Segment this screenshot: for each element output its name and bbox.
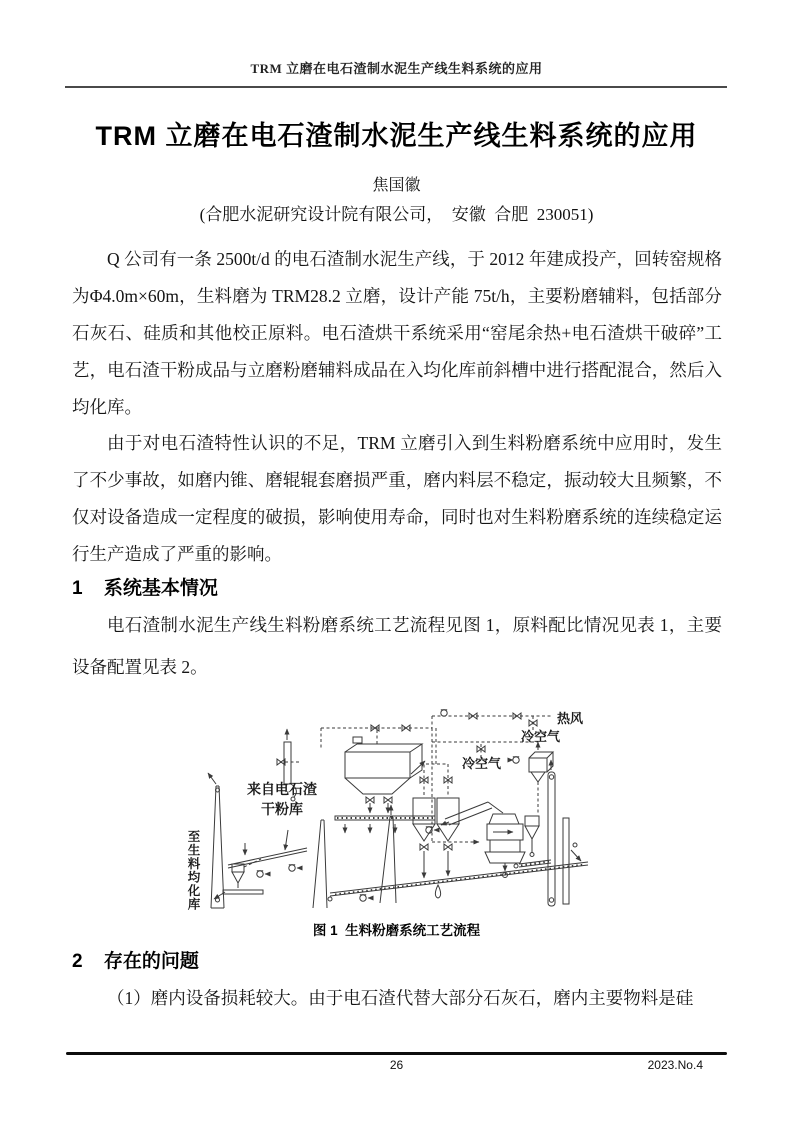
- figure-1: [185, 702, 625, 920]
- header-rule: [65, 86, 727, 88]
- footer-rule: [66, 1052, 727, 1055]
- cold-air-upper-label: 冷空气: [521, 729, 561, 744]
- author-name: 焦国徽: [372, 177, 421, 194]
- to-homogenization-silo-label: 至生料均化库: [186, 830, 200, 911]
- left-bucket-elevator: [208, 773, 224, 908]
- weigh-hopper: [335, 737, 435, 833]
- right-bucket-elevator: [548, 760, 581, 906]
- section-2-heading: [72, 946, 199, 973]
- section-1-paragraph: 电石渣制水泥生产线生料粉磨系统工艺流程见图 1，原料配比情况见表 1，主要设备配置见表 2。: [72, 615, 722, 677]
- section-1-heading: [72, 573, 218, 600]
- from-carbide-silo-line1: 来自电石渣: [247, 783, 317, 798]
- author-affiliation: (合肥水泥研究设计院有限公司， 安徽 合肥 230051): [199, 205, 594, 224]
- issue-label: 2023.No.4: [647, 1058, 703, 1072]
- from-carbide-silo-label: [237, 781, 327, 821]
- section-2-paragraph: （1）磨内设备损耗较大。由于电石渣代替大部分石灰石，磨内主要物料是硅: [107, 988, 694, 1008]
- feed-chute-1: [313, 820, 327, 908]
- page-number: 26: [389, 1058, 404, 1072]
- from-carbide-silo-line2: 干粉库: [261, 803, 303, 818]
- air-slide-main: [328, 862, 588, 901]
- article-title: TRM 立磨在电石渣制水泥生产线生料系统的应用: [95, 121, 698, 151]
- air-slide-left: [228, 830, 307, 868]
- twin-cyclone-collector: [413, 798, 459, 878]
- section-2-number: 2: [72, 951, 83, 972]
- section-1-number: 1: [72, 578, 83, 599]
- mill-cyclone: [525, 816, 539, 857]
- intro-paragraph-1: Q 公司有一条 2500t/d 的电石渣制水泥生产线，于 2012 年建成投产，回转窑规格为Φ4.0m×60m，生料磨为 TRM28.2 立磨，设计产能 75t/h，主要粉磨辅料，包括部分石灰石、硅质和其他校正原料。电石渣烘干系统采用“窑尾余热+电石渣烘干破碎”工艺，电石渣干粉成品与立磨粉磨辅料成品在入均化库前斜槽中进行搭配混合，然后入均化库。: [72, 249, 722, 417]
- hot-wind-label: 热风: [557, 711, 584, 726]
- vertical-mill: [485, 814, 525, 878]
- running-header: TRM 立磨在电石渣制水泥生产线生料系统的应用: [250, 61, 543, 76]
- cold-air-lower-label: 冷空气: [462, 756, 502, 771]
- section-2-title: 存在的问题: [103, 951, 199, 972]
- intro-paragraph-2: 由于对电石渣特性认识的不足，TRM 立磨引入到生料粉磨系统中应用时，发生了不少事故，如磨内锥、磨辊辊套磨损严重，磨内料层不稳定，振动较大且频繁，不仅对设备造成一定程度的破损，影响使用寿命，同时也对生料粉磨系统的连续稳定运行生产造成了严重的影响。: [72, 433, 722, 564]
- section-1-title: 系统基本情况: [103, 578, 218, 599]
- figure-1-caption: 图 1 生料粉磨系统工艺流程: [312, 923, 481, 938]
- discharge-cyclone: [214, 864, 263, 899]
